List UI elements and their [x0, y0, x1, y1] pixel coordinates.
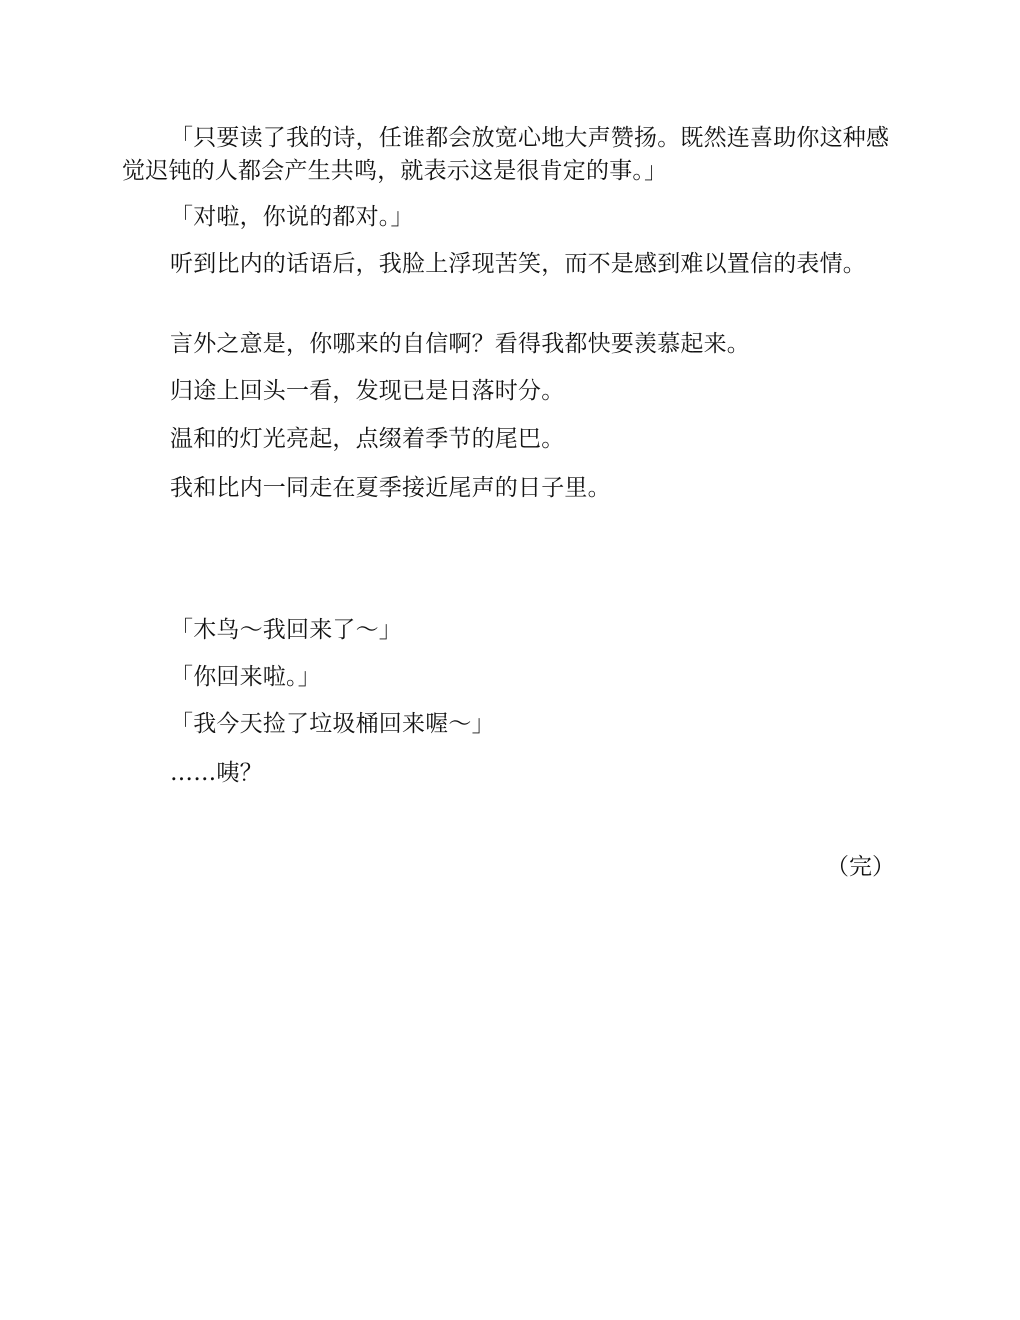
- paragraph: 言外之意是，你哪来的自信啊？看得我都快要羡慕起来。: [170, 331, 750, 357]
- paragraph: ……咦？: [170, 760, 263, 786]
- paragraph: 「我今天捡了垃圾桶回来喔～」: [170, 711, 495, 737]
- paragraph: 归途上回头一看，发现已是日落时分。: [170, 378, 565, 404]
- paragraph: 听到比内的话语后，我脸上浮现苦笑，而不是感到难以置信的表情。: [170, 251, 866, 277]
- end-mark: （完）: [826, 854, 895, 880]
- paragraph: 温和的灯光亮起，点缀着季节的尾巴。: [170, 426, 565, 452]
- paragraph: 「对啦，你说的都对。」: [170, 204, 414, 230]
- paragraph: 「你回来啦。」: [170, 664, 321, 690]
- paragraph: 我和比内一同走在夏季接近尾声的日子里。: [170, 475, 611, 501]
- paragraph: 「木鸟～我回来了～」: [170, 617, 402, 643]
- paragraph: 「只要读了我的诗，任谁都会放宽心地大声赞扬。既然连喜助你这种感觉迟钝的人都会产生共鸣，就表示这是很肯定的事。」: [122, 125, 890, 184]
